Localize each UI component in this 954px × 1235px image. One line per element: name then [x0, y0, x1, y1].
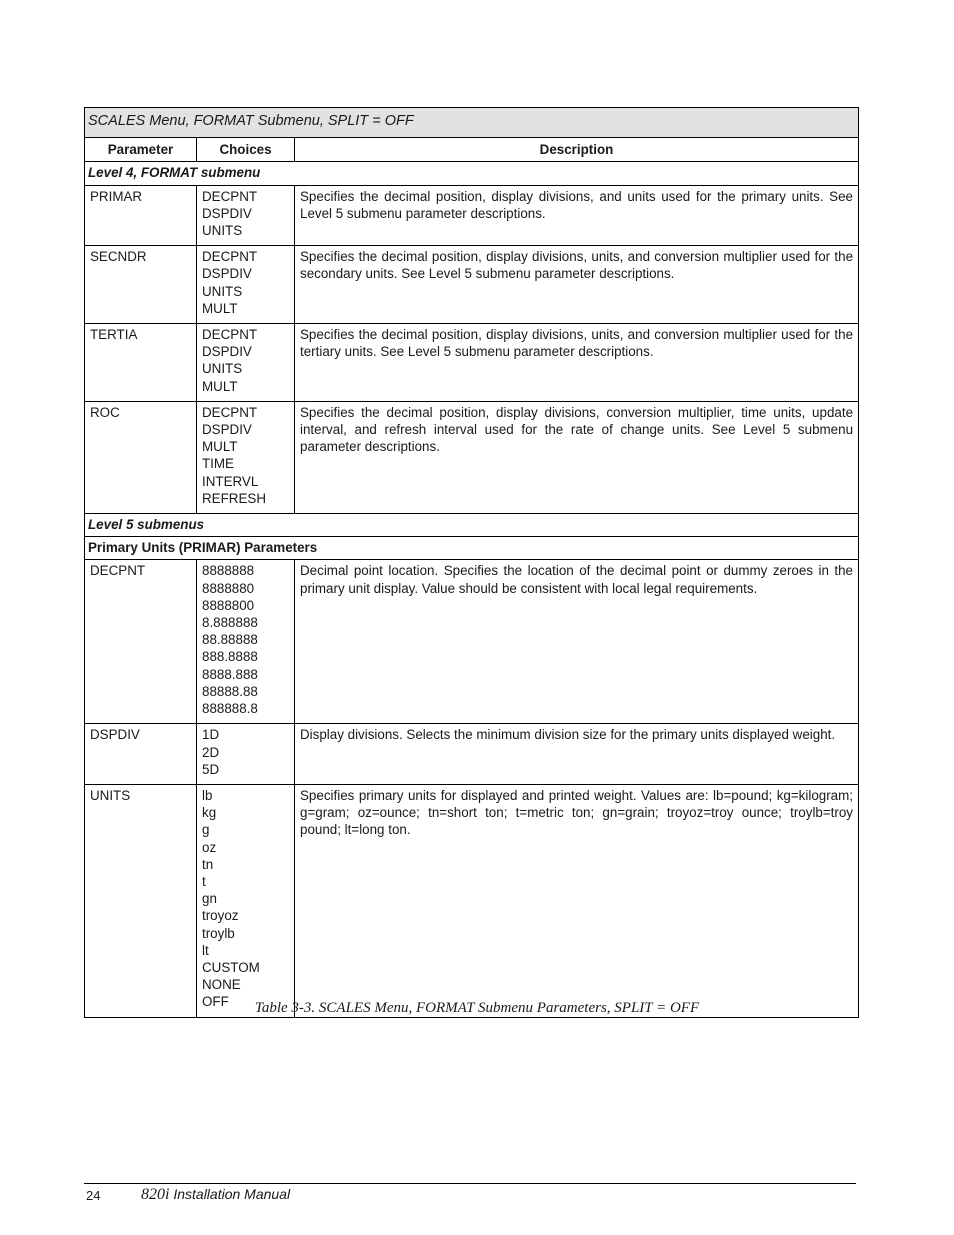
- parameters-table: [84, 107, 859, 1018]
- section-level5: Level 5 submenus: [85, 514, 859, 537]
- choice-item: kg: [202, 805, 217, 821]
- choice-item: CUSTOM: [202, 959, 260, 975]
- choice-item: MULT: [202, 300, 238, 316]
- choice-item: lt: [202, 942, 209, 958]
- choice-item: DSPDIV: [202, 205, 252, 221]
- table-row: [85, 784, 859, 1017]
- description-cell: Specifies the decimal position, display divisions, units, and conversion multiplier used for the secondary units. See Level 5 submenu parameter descriptions.: [295, 246, 859, 324]
- table-caption: SCALES Menu, FORMAT Submenu, SPLIT = OFF: [85, 108, 859, 138]
- choice-item: DSPDIV: [202, 344, 252, 360]
- parameter-cell: ROC: [85, 401, 197, 513]
- choice-item: g: [202, 822, 210, 838]
- page-number: 24: [86, 1188, 101, 1203]
- choice-item: troyoz: [202, 908, 239, 924]
- choice-item: troylb: [202, 925, 235, 941]
- parameter-cell: TERTIA: [85, 324, 197, 402]
- table-row: [85, 401, 859, 513]
- description-cell: Specifies the decimal position, display divisions, and units used for the primary units. See Level 5 submenu parameter descriptions.: [295, 185, 859, 246]
- choice-item: OFF: [202, 994, 229, 1010]
- choice-item: DECPNT: [202, 404, 258, 420]
- header-description: Description: [295, 138, 859, 162]
- table-row: [85, 185, 859, 246]
- choice-item: MULT: [202, 378, 238, 394]
- choice-item: 8888.888: [202, 666, 258, 682]
- choice-item: DECPNT: [202, 249, 258, 265]
- manual-title: [141, 1186, 290, 1204]
- header-choices: Choices: [197, 138, 295, 162]
- choice-item: DSPDIV: [202, 266, 252, 282]
- choices-cell: [197, 560, 295, 724]
- choice-item: tn: [202, 856, 214, 872]
- section-level4: Level 4, FORMAT submenu: [85, 162, 859, 185]
- manual-name: Installation Manual: [173, 1186, 291, 1202]
- choice-item: DECPNT: [202, 327, 258, 343]
- table-row: [85, 560, 859, 724]
- choices-cell: [197, 401, 295, 513]
- choice-item: 88888.88: [202, 683, 258, 699]
- choice-item: 5D: [202, 761, 220, 777]
- header-parameter: Parameter: [85, 138, 197, 162]
- primary-rows: [85, 560, 859, 1017]
- choice-item: DSPDIV: [202, 422, 252, 438]
- choice-item: NONE: [202, 977, 241, 993]
- choice-item: 88.88888: [202, 632, 258, 648]
- parameter-cell: PRIMAR: [85, 185, 197, 246]
- choice-item: DECPNT: [202, 188, 258, 204]
- choices-cell: [197, 784, 295, 1017]
- description-cell: Specifies the decimal position, display divisions, conversion multiplier, time units, update interval, and refresh interval used for the rate of change units. See Level 5 submenu parameter descriptions.: [295, 401, 859, 513]
- choice-item: 8888880: [202, 580, 255, 596]
- choice-item: UNITS: [202, 223, 243, 239]
- level4-rows: [85, 185, 859, 513]
- section-primary-units: Primary Units (PRIMAR) Parameters: [85, 537, 859, 560]
- choices-cell: [197, 324, 295, 402]
- parameter-cell: UNITS: [85, 784, 197, 1017]
- footer-divider: [84, 1183, 856, 1184]
- choice-item: 1D: [202, 727, 220, 743]
- choices-cell: [197, 246, 295, 324]
- parameter-cell: SECNDR: [85, 246, 197, 324]
- choice-item: t: [202, 873, 206, 889]
- description-cell: Decimal point location. Specifies the location of the decimal point or dummy zeroes in the primary unit display. Value should be consistent with local legal requirements.: [295, 560, 859, 724]
- choice-item: 8888888: [202, 563, 255, 579]
- choice-item: REFRESH: [202, 490, 266, 506]
- choices-cell: [197, 185, 295, 246]
- table-title: Table 3-3. SCALES Menu, FORMAT Submenu Parameters, SPLIT = OFF: [254, 1000, 700, 1016]
- choices-cell: [197, 724, 295, 785]
- choice-item: 8888800: [202, 597, 255, 613]
- choice-item: 888.8888: [202, 649, 258, 665]
- description-cell: Specifies the decimal position, display divisions, units, and conversion multiplier used for the tertiary units. See Level 5 submenu parameter descriptions.: [295, 324, 859, 402]
- choice-item: 8.888888: [202, 615, 258, 631]
- table-row: [85, 724, 859, 785]
- choice-item: TIME: [202, 456, 234, 472]
- model-name: 820i: [141, 1186, 170, 1203]
- choice-item: INTERVL: [202, 473, 259, 489]
- choice-item: UNITS: [202, 283, 243, 299]
- choice-item: 888888.8: [202, 701, 258, 717]
- parameter-cell: DSPDIV: [85, 724, 197, 785]
- table-row: [85, 246, 859, 324]
- choice-item: MULT: [202, 439, 238, 455]
- description-cell: Display divisions. Selects the minimum division size for the primary units displayed weight.: [295, 724, 859, 785]
- parameter-cell: DECPNT: [85, 560, 197, 724]
- choice-item: lb: [202, 787, 213, 803]
- choice-item: gn: [202, 891, 217, 907]
- table-row: [85, 324, 859, 402]
- choice-item: oz: [202, 839, 217, 855]
- choice-item: UNITS: [202, 361, 243, 377]
- description-cell: Specifies primary units for displayed and printed weight. Values are: lb=pound; kg=kilogram; g=gram; oz=ounce; tn=short ton; t=metric ton; gn=grain; troyoz=troy ounce; troylb=troy pound; lt=long ton.: [295, 784, 859, 1017]
- choice-item: 2D: [202, 744, 220, 760]
